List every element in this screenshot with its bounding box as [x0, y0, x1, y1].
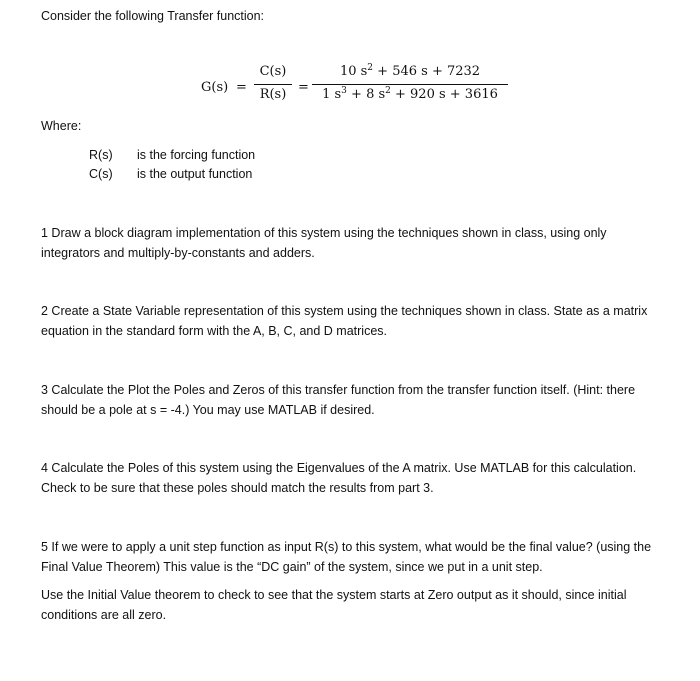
question-5: 5 If we were to apply a unit step function as input R(s) to this system, what would be the final value? (using the Final Value Theorem) This value is the “DC gain” of the system, since we put in a unit step.	[41, 540, 652, 574]
ratio-numerator: C(s)	[259, 64, 287, 79]
definition-symbol-c: C(s)	[89, 167, 113, 181]
numerator-exponent-1: 2	[367, 63, 374, 73]
question-5-followup: Use the Initial Value theorem to check to see that the system starts at Zero output as it should, since initial conditions are all zero.	[41, 588, 627, 622]
definition-meaning-c: is the output function	[137, 167, 253, 181]
ratio-fraction-bar	[254, 84, 292, 85]
question-1: 1 Draw a block diagram implementation of this system using the techniques shown in class, using only integrators and multiply-by-constants and adders.	[41, 226, 607, 260]
polynomial-denominator	[312, 87, 508, 102]
where-label: Where:	[41, 119, 82, 133]
numerator-term-1: 10 s	[339, 64, 368, 79]
question-2: 2 Create a State Variable representation of this system using the techniques shown in class. State as a matrix equation in the standard form with the A, B, C, and D matrices.	[41, 304, 648, 338]
lhs-g-of-s: G(s)	[201, 80, 229, 95]
ratio-denominator: R(s)	[259, 87, 287, 102]
equals-sign-2: =	[298, 80, 309, 95]
definition-meaning-r: is the forcing function	[137, 148, 256, 162]
definition-symbol-r: R(s)	[89, 148, 113, 162]
polynomial-numerator	[312, 64, 508, 79]
denominator-exponent-2: 2	[385, 86, 391, 96]
question-3: 3 Calculate the Plot the Poles and Zeros of this transfer function from the transfer function itself. (Hint: there should be a pole at s = -4.) You may use MATLAB if desired.	[41, 383, 636, 417]
denominator-term-2: + 8 s	[346, 87, 386, 102]
numerator-terms-rest: + 546 s + 7232	[373, 64, 481, 79]
denominator-terms-rest: + 920 s + 3616	[390, 87, 498, 102]
denominator-term-1: 1 s	[322, 87, 342, 102]
polynomial-fraction-bar	[312, 84, 508, 85]
equals-sign-1: =	[236, 80, 247, 95]
question-4: 4 Calculate the Poles of this system using the Eigenvalues of the A matrix. Use MATLAB for this calculation. Check to be sure that these poles should match the results from part 3.	[41, 461, 637, 495]
denominator-exponent-1: 3	[341, 86, 347, 96]
intro-text: Consider the following Transfer function:	[41, 9, 265, 23]
